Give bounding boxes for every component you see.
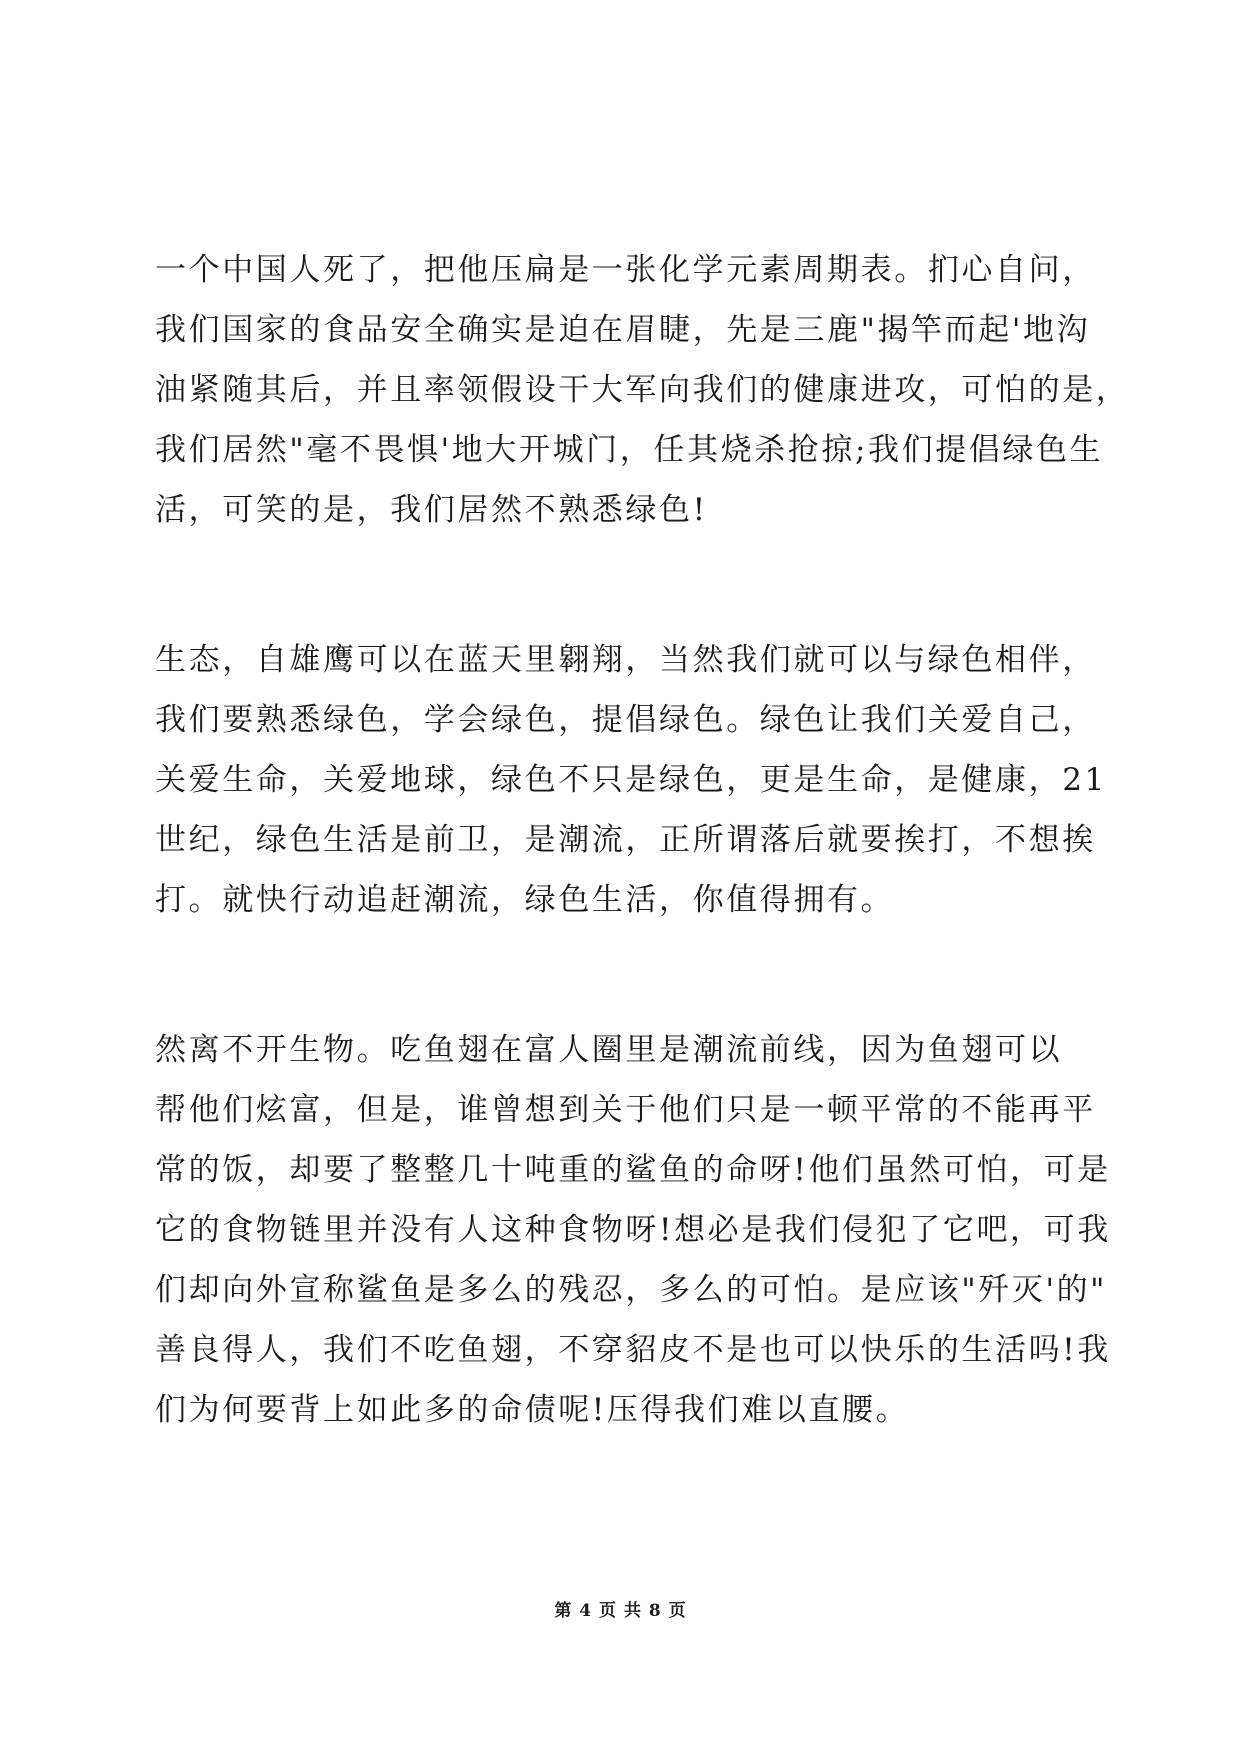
page-number-footer: 第 4 页 共 8 页 — [554, 1601, 687, 1621]
paragraph-3 — [155, 1020, 1111, 1440]
paragraph-line: 它的食物链里并没有人这种食物呀!想必是我们侵犯了它吧，可我 — [155, 1212, 1111, 1248]
paragraph-line: 世纪，绿色生活是前卫，是潮流，正所谓落后就要挨打，不想挨 — [155, 822, 1096, 858]
paragraph-line: 善良得人，我们不吃鱼翅，不穿貂皮不是也可以快乐的生活吗!我 — [155, 1332, 1111, 1368]
paragraph-line: 一个中国人死了，把他压扁是一张化学元素周期表。扪心自问， — [155, 252, 1096, 288]
paragraph-line: 关爱生命，关爱地球，绿色不只是绿色，更是生命，是健康，21 — [155, 762, 1107, 798]
paragraph-line: 我们居然"毫不畏惧'地大开城门，任其烧杀抢掠;我们提倡绿色生 — [155, 432, 1104, 468]
paragraph-line: 然离不开生物。吃鱼翅在富人圈里是潮流前线，因为鱼翅可以 — [155, 1032, 1063, 1068]
document-body — [155, 240, 1130, 1440]
paragraph-line: 活，可笑的是，我们居然不熟悉绿色! — [155, 492, 708, 528]
paragraph-2 — [155, 630, 1107, 930]
paragraph-line: 们却向外宣称鲨鱼是多么的残忍，多么的可怕。是应该"歼灭'的" — [155, 1272, 1108, 1308]
paragraph-line: 们为何要背上如此多的命债呢!压得我们难以直腰。 — [155, 1392, 910, 1428]
paragraph-line: 油紧随其后，并且率领假设干大军向我们的健康进攻，可怕的是， — [155, 372, 1130, 408]
paragraph-line: 我们要熟悉绿色，学会绿色，提倡绿色。绿色让我们关爱自己， — [155, 702, 1096, 738]
paragraph-line: 打。就快行动追赶潮流，绿色生活，你值得拥有。 — [155, 882, 895, 918]
paragraph-1 — [155, 240, 1130, 540]
paragraph-line: 常的饭，却要了整整几十吨重的鲨鱼的命呀!他们虽然可怕，可是 — [155, 1152, 1111, 1188]
paragraph-line: 帮他们炫富，但是，谁曾想到关于他们只是一顿平常的不能再平 — [155, 1092, 1096, 1128]
paragraph-line: 我们国家的食品安全确实是迫在眉睫，先是三鹿"揭竿而起'地沟 — [155, 312, 1091, 348]
paragraph-line: 生态，自雄鹰可以在蓝天里翱翔，当然我们就可以与绿色相伴， — [155, 642, 1096, 678]
